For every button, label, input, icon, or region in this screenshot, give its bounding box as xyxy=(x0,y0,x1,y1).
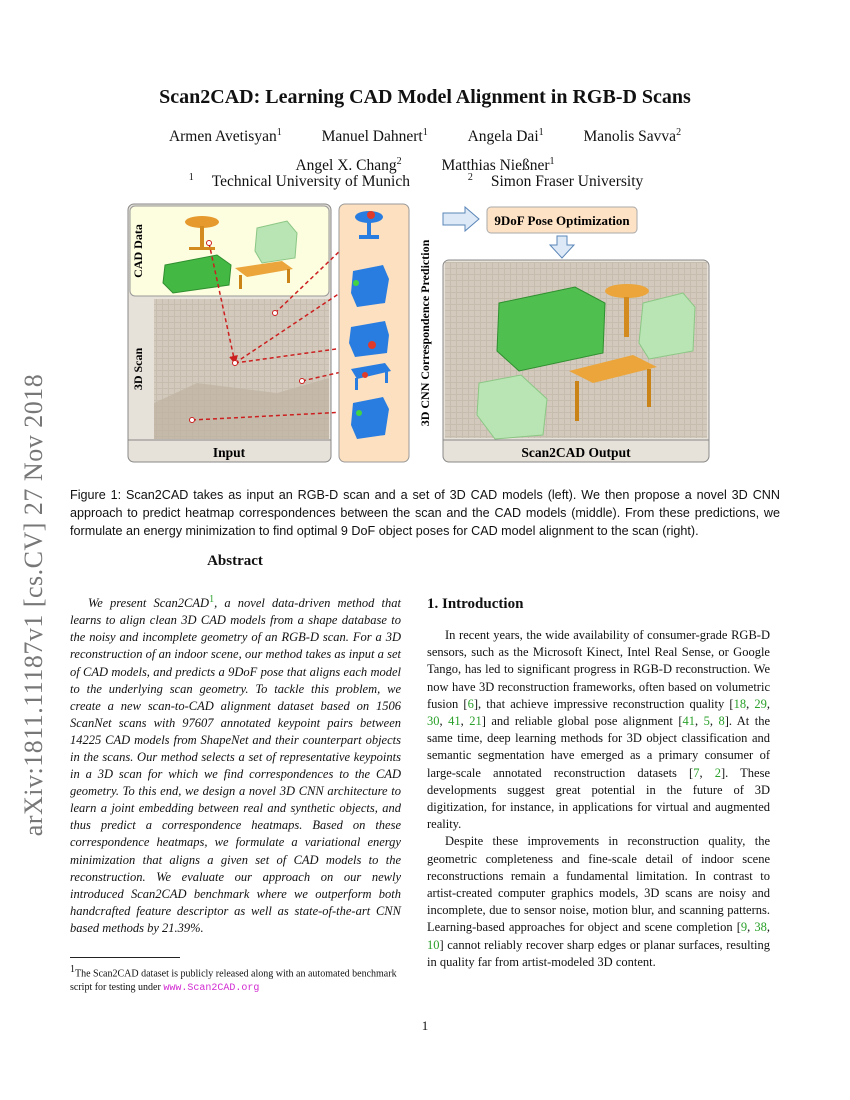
teaser-figure xyxy=(127,203,712,465)
citation-link[interactable]: 5 xyxy=(703,714,710,729)
intro-text: , xyxy=(699,765,715,780)
citation-link[interactable]: 18 xyxy=(733,696,747,711)
citation-link[interactable]: 10 xyxy=(427,937,440,952)
citation-link[interactable]: 29 xyxy=(754,696,767,711)
output-label: Scan2CAD Output xyxy=(521,445,631,460)
citation-link[interactable]: 6 xyxy=(467,696,474,711)
intro-paragraph xyxy=(427,627,770,833)
intro-text: , xyxy=(747,920,755,935)
citation-link[interactable]: 21 xyxy=(469,714,482,729)
intro-heading: 1. Introduction xyxy=(427,596,524,612)
citation-link[interactable]: 9 xyxy=(740,920,748,935)
footnote-rule xyxy=(70,957,180,958)
intro-paragraph xyxy=(427,833,770,971)
footnote-link[interactable]: www.Scan2CAD.org xyxy=(163,982,260,994)
affiliation: $^2$ Simon Fraser University xyxy=(467,172,644,191)
cnn-label: 3D CNN Correspondence Prediction xyxy=(418,239,432,427)
intro-text: , xyxy=(746,696,755,711)
intro-text: , xyxy=(695,714,704,729)
author: Manolis Savva$^2$ xyxy=(583,127,682,146)
intro-text: , xyxy=(766,696,770,711)
intro-text: ]. These developments suggest great potential in the future of 3D digitization, for instance, in applications for virtual and augmented reality. xyxy=(427,765,770,832)
citation-link[interactable]: 38 xyxy=(754,920,767,935)
arxiv-stamp xyxy=(14,290,54,920)
intro-text: Despite these improvements in reconstruction quality, the geometric completeness and fine-scale detail of indoor scene reconstructions remain a fundamental limitation. In contrast to artist-created computer graphics models, 3D scans are noisy and incomplete, due to sensor noise, motion blur, and scanning patterns. Learning-based approaches for object and scene completion [ xyxy=(427,834,770,935)
paper-title: Scan2CAD: Learning CAD Model Alignment in RGB-D Scans xyxy=(159,86,691,108)
abstract-heading: Abstract xyxy=(207,553,263,569)
intro-text: ] cannot reliably recover sharp edges or planar surfaces, resulting in quality far from artist-modeled 3D content. xyxy=(427,937,770,969)
intro-body xyxy=(427,627,770,971)
intro-text: , xyxy=(766,920,770,935)
scan-label: 3D Scan xyxy=(131,347,145,391)
intro-text: ]. At the same time, deep learning methods for 3D object classification and semantic segmentation have emerged as a primary consumer of large-scale annotated reconstruction datasets [ xyxy=(427,714,770,780)
intro-text: , xyxy=(460,714,470,729)
page-number: 1 xyxy=(421,1018,429,1033)
affiliation: $^1$ Technical University of Munich xyxy=(188,172,410,191)
author: Angela Dai$^1$ xyxy=(467,127,544,146)
intro-text: In recent years, the wide availability of consumer-grade RGB-D sensors, such as the Microsoft Kinect, Intel Real Sense, or Google Tango, has led to significant progress in RGB-D reconstruction. We now have 3D reconstruction frameworks, often based on volumetric fusion [ xyxy=(427,628,770,711)
flow-arrow-down xyxy=(550,236,574,258)
flow-arrow-right xyxy=(443,207,479,231)
cad-data-label: CAD Data xyxy=(131,224,145,278)
intro-text: , xyxy=(709,714,719,729)
citation-link[interactable]: 41 xyxy=(682,714,695,729)
footnote: $^1$The Scan2CAD dataset is publicly released along with an automated benchmark script for testing under www.Scan2CAD.org xyxy=(70,964,397,994)
citation-link[interactable]: 2 xyxy=(714,765,721,780)
citation-link[interactable]: 7 xyxy=(693,765,700,780)
abstract-text: We present Scan2CAD$^1$, a novel data-driven method that learns to align clean 3D CAD models from a shape database to the noisy and incomplete geometry of an RGB-D scan. For a 3D reconstruction of an indoor scene, our method takes as input a set of CAD models, and predicts a 9DoF pose that aligns each model to the underlying scan geometry. To tackle this problem, we create a new scan-to-CAD alignment dataset based on 1506 ScanNet scans with 97607 annotated keypoint pairs between 14225 CAD models from ShapeNet and their counterpart objects in the scans. Our method selects a set of representative keypoints in a 3D scan for which we find correspondences to the CAD geometry. To this end, we design a novel 3D CNN architecture to learn a joint embedding between real and synthetic objects, and thus predict a correspondence heatmaps. Based on these correspondence heatmaps, we formulate a variational energy minimization that aligns a given set of CAD models to the reconstruction. We evaluate our approach on our newly introduced Scan2CAD benchmark where we outperform both handcrafted feature descriptor as well as state-of-the-art CNN based methods by 21.39%. xyxy=(70,594,401,935)
input-label: Input xyxy=(212,445,246,460)
author: Armen Avetisyan$^1$ xyxy=(168,127,282,146)
intro-text: , xyxy=(439,714,449,729)
intro-text: ], that achieve impressive reconstruction quality [ xyxy=(473,696,734,711)
author: Angel X. Chang$^2$ xyxy=(295,156,402,175)
citation-link[interactable]: 8 xyxy=(718,714,725,729)
affiliations xyxy=(0,172,850,191)
author-list xyxy=(100,120,750,178)
pose-label: 9DoF Pose Optimization xyxy=(494,213,630,228)
cad-armchair-icon xyxy=(255,221,297,263)
author: Manuel Dahnert$^1$ xyxy=(321,127,428,146)
citation-link[interactable]: 30 xyxy=(427,714,440,729)
figure-caption: Figure 1: Scan2CAD takes as input an RGB-D scan and a set of 3D CAD models (left). We then propose a novel 3D CNN approach to predict heatmap correspondences between the scan and the CAD models (middle). From these predictions, we formulate an energy minimization to find optimal 9 DoF object poses for CAD model alignment to the scan (right). xyxy=(70,488,780,538)
author: Matthias Nießner$^1$ xyxy=(441,156,555,175)
intro-text: ] and reliable global pose alignment [ xyxy=(481,714,683,729)
citation-link[interactable]: 41 xyxy=(448,714,461,729)
arxiv-stamp-text: arXiv:1811.11187v1 [cs.CV] 27 Nov 2018 xyxy=(19,373,48,837)
